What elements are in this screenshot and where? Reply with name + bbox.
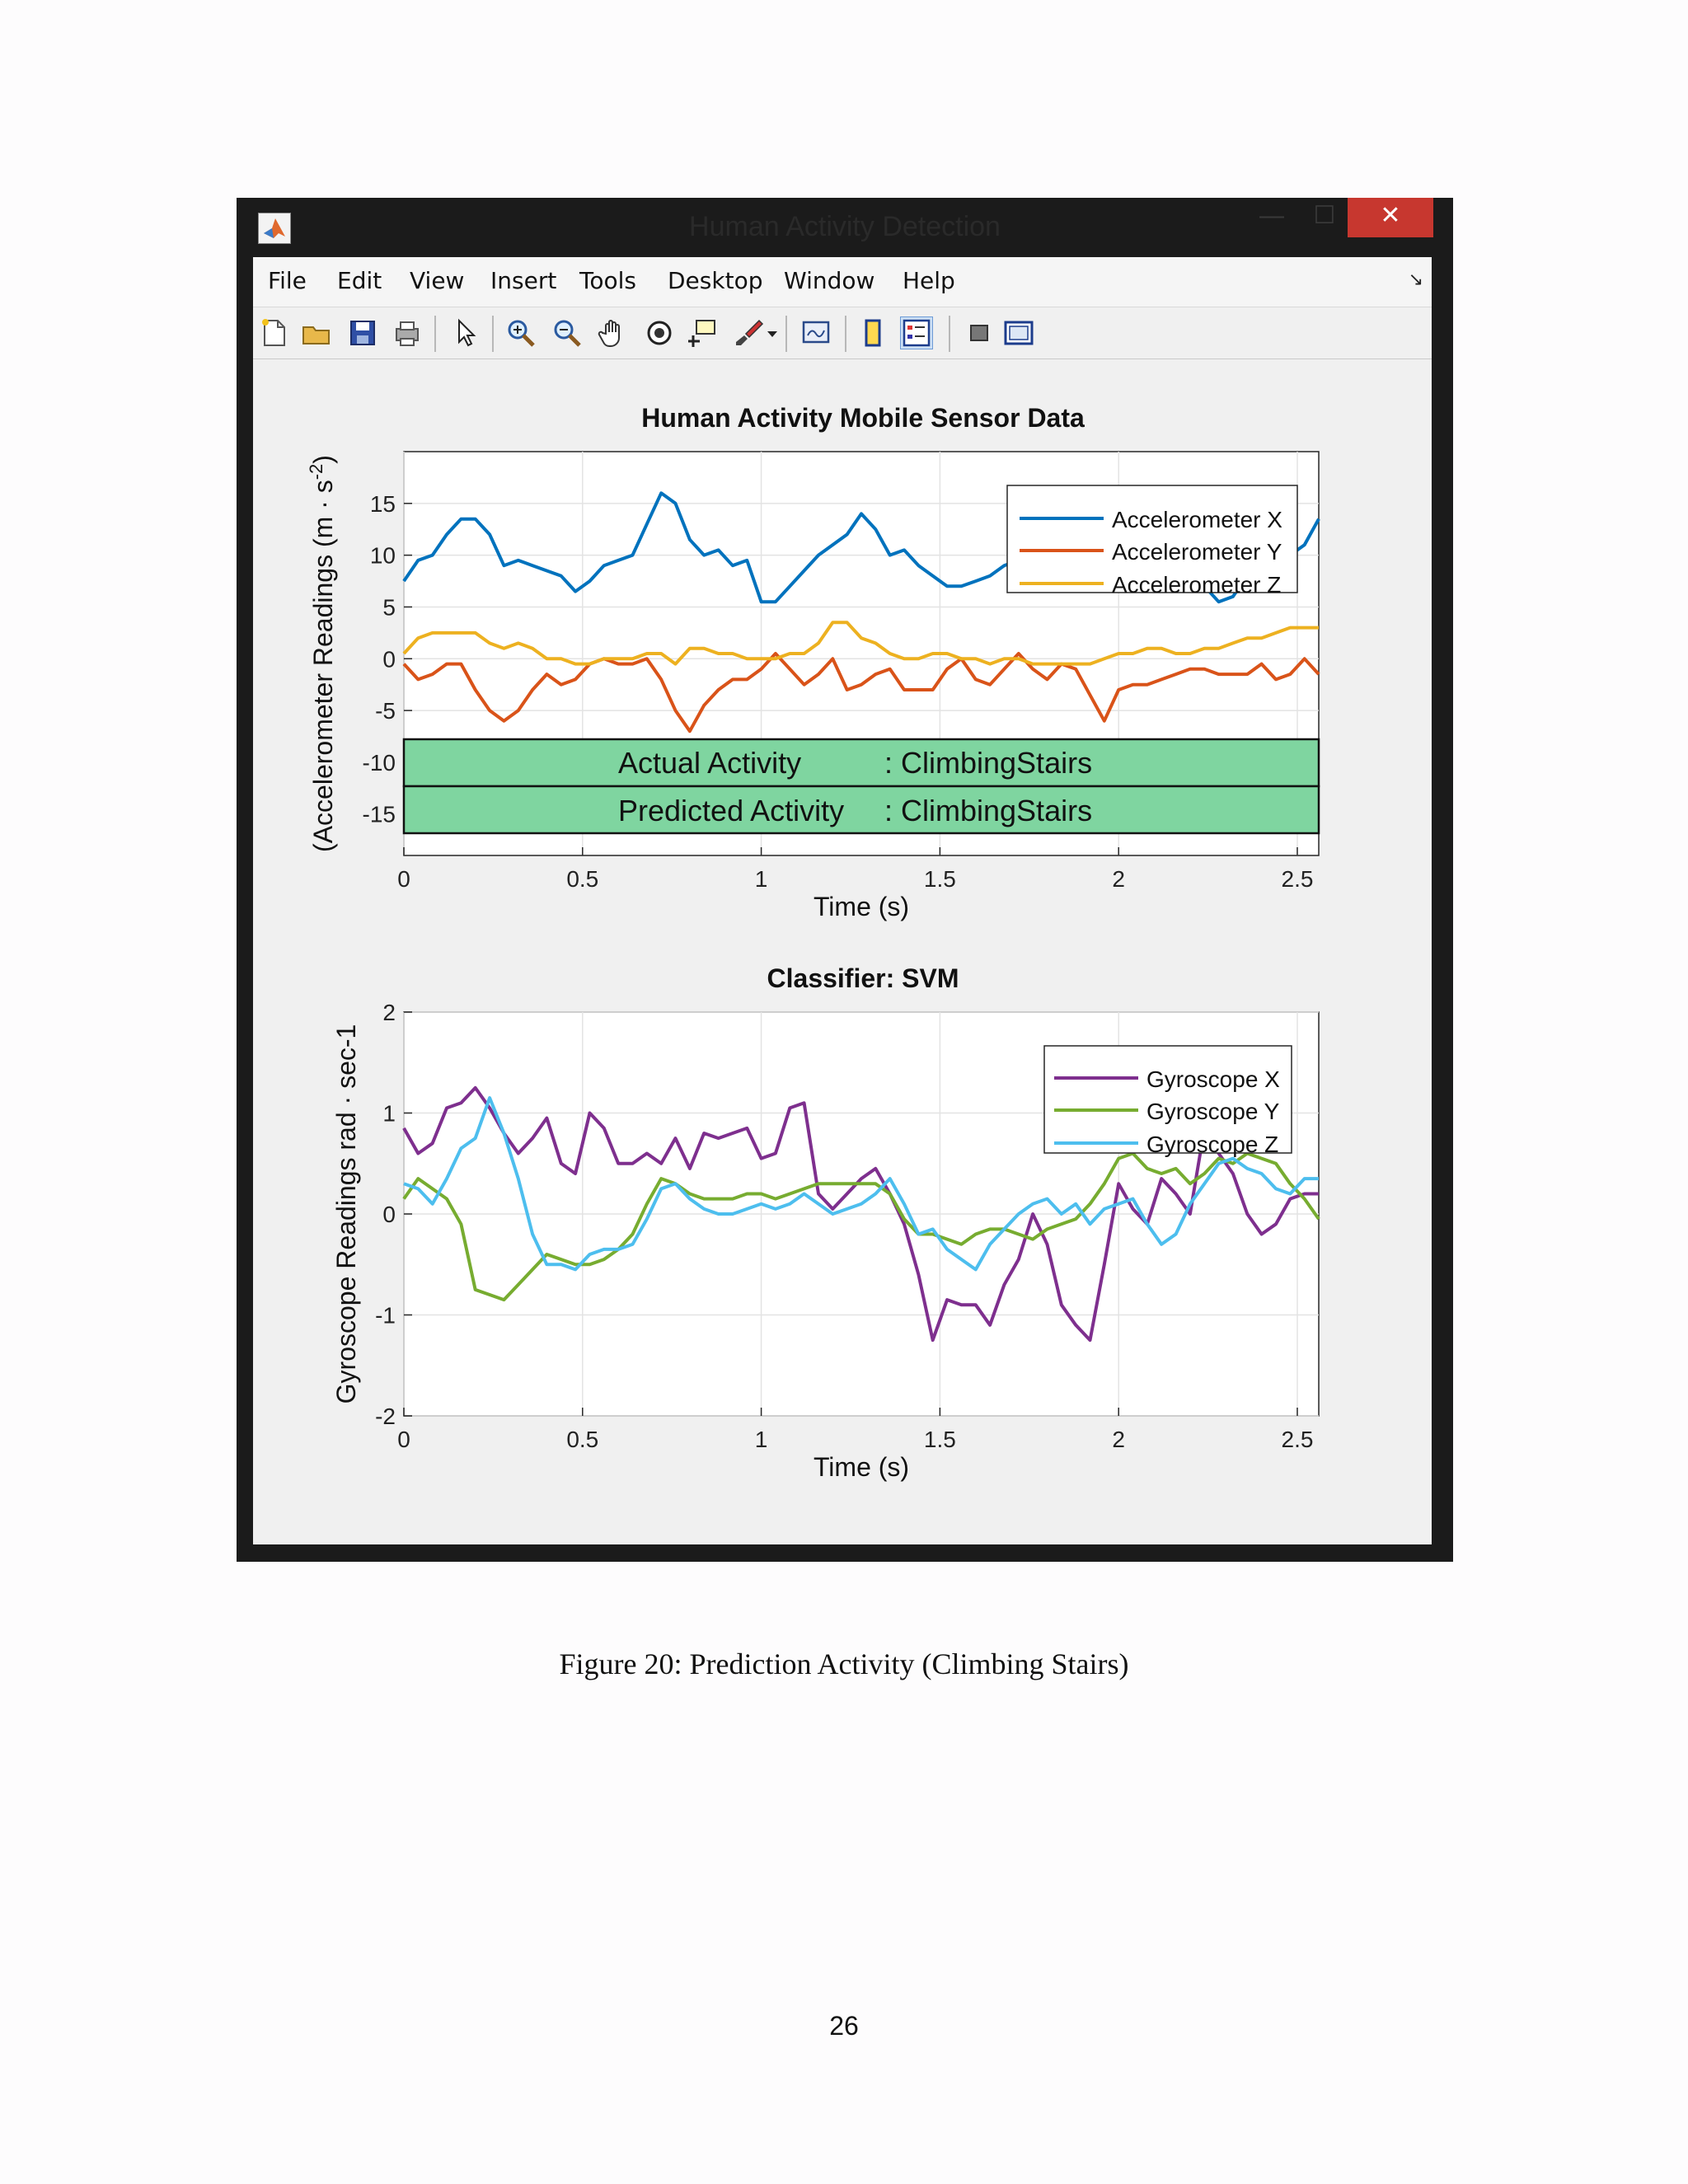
new-figure-icon[interactable]: [258, 317, 289, 349]
x-tick-label: 0.5: [566, 1427, 599, 1452]
legend[interactable]: [1007, 485, 1297, 598]
close-button[interactable]: ✕: [1348, 198, 1433, 237]
y-tick-label: 0: [382, 1202, 396, 1227]
maximize-button[interactable]: ☐: [1313, 202, 1336, 229]
window-title: Human Activity Detection: [689, 211, 1001, 242]
actual-activity-value: : ClimbingStairs: [884, 746, 1093, 780]
menu-edit[interactable]: Edit: [337, 267, 382, 294]
toolbar-separator: [492, 316, 494, 352]
legend[interactable]: [1044, 1046, 1292, 1157]
figure-plot-svg: [253, 359, 1432, 1544]
y-tick-label: -5: [375, 698, 396, 724]
x-tick-label: 0: [397, 866, 410, 892]
y-tick-label: 5: [382, 594, 396, 621]
dock-figure-icon[interactable]: ↘: [1408, 269, 1423, 289]
y-tick-label: 0: [382, 646, 396, 673]
x-tick-label: 2: [1112, 866, 1125, 892]
gyroscope-axes[interactable]: [331, 963, 1319, 1482]
legend-label-accel-z: Accelerometer Z: [1112, 572, 1282, 598]
y-tick-label: -15: [362, 801, 396, 827]
menu-file[interactable]: File: [268, 267, 307, 294]
y-tick-label: 2: [382, 1000, 396, 1025]
hide-plot-tools-icon[interactable]: [964, 317, 995, 349]
save-icon[interactable]: [347, 317, 378, 349]
figure-caption: Figure 20: Prediction Activity (Climbing Stairs): [559, 1647, 1129, 1680]
colorbar-icon[interactable]: [858, 317, 889, 349]
menu-insert[interactable]: Insert: [490, 267, 557, 294]
x-tick-label: 2.5: [1281, 866, 1314, 892]
figure-toolbar: [253, 307, 1432, 359]
figure-client-area: [253, 257, 1432, 1544]
menu-bar: [253, 257, 1432, 307]
predicted-activity-value: : ClimbingStairs: [884, 794, 1093, 827]
y-tick-label: 15: [369, 490, 396, 517]
link-plot-icon[interactable]: [800, 317, 832, 349]
y-tick-label: -10: [362, 749, 396, 776]
legend-label-gyro-z: Gyroscope Z: [1146, 1132, 1279, 1157]
minimize-button[interactable]: —: [1259, 202, 1284, 229]
legend-icon[interactable]: [901, 317, 932, 349]
open-file-icon[interactable]: [301, 317, 332, 349]
toolbar-separator: [434, 316, 436, 352]
chart-title: Human Activity Mobile Sensor Data: [641, 403, 1085, 433]
window-titlebar[interactable]: [237, 198, 1453, 257]
print-icon[interactable]: [392, 317, 423, 349]
menu-window[interactable]: Window: [784, 267, 875, 294]
y-tick-label: 1: [382, 1100, 396, 1127]
legend-label-gyro-x: Gyroscope X: [1146, 1066, 1280, 1092]
legend-label-gyro-y: Gyroscope Y: [1146, 1099, 1280, 1124]
x-tick-label: 0: [397, 1427, 410, 1452]
y-tick-label: 10: [369, 542, 396, 569]
page-number: 26: [829, 2011, 859, 2041]
show-plot-tools-icon[interactable]: [1003, 317, 1034, 349]
toolbar-separator: [949, 316, 950, 352]
x-tick-label: 2.5: [1281, 1427, 1314, 1452]
data-cursor-icon[interactable]: [688, 317, 720, 349]
x-tick-label: 1: [754, 1427, 768, 1452]
actual-activity-box: [404, 739, 1319, 786]
predicted-activity-label: Predicted Activity: [618, 794, 845, 827]
toolbar-separator: [785, 316, 787, 352]
menu-tools[interactable]: Tools: [579, 267, 636, 294]
predicted-activity-box: [404, 786, 1319, 833]
pan-hand-icon[interactable]: [598, 317, 629, 349]
activity-annotation: [404, 739, 1319, 833]
brush-dropdown-icon[interactable]: [764, 317, 781, 349]
actual-activity-label: Actual Activity: [618, 746, 802, 780]
x-tick-label: 1.5: [923, 1427, 956, 1452]
y-tick-label: -2: [375, 1404, 396, 1429]
y-tick-label: -1: [375, 1302, 396, 1329]
x-tick-label: 1.5: [923, 866, 956, 892]
pointer-icon[interactable]: [449, 317, 481, 349]
menu-desktop[interactable]: Desktop: [668, 267, 763, 294]
matlab-figure-window: [237, 198, 1453, 1562]
y-axis-label: Gyroscope Readings rad · sec-1: [331, 1024, 361, 1404]
x-tick-label: 1: [754, 866, 768, 892]
y-axis-label: (Accelerometer Readings $(m \cdot s^{-2})$: [306, 455, 338, 852]
figure-canvas: [253, 359, 1432, 1544]
menu-view[interactable]: View: [410, 267, 465, 294]
x-axis-label: Time (s): [813, 892, 910, 921]
x-tick-label: 0.5: [566, 866, 599, 892]
toolbar-separator: [845, 316, 846, 352]
legend-label-accel-y: Accelerometer Y: [1112, 539, 1282, 565]
zoom-out-icon[interactable]: [551, 317, 583, 349]
accelerometer-axes[interactable]: [306, 403, 1319, 921]
menu-help[interactable]: Help: [903, 267, 955, 294]
legend-label-accel-x: Accelerometer X: [1112, 507, 1282, 532]
classifier-title: Classifier: SVM: [767, 963, 959, 993]
brush-icon[interactable]: [734, 317, 766, 349]
rotate-3d-icon[interactable]: [644, 317, 675, 349]
zoom-in-icon[interactable]: [505, 317, 537, 349]
x-tick-label: 2: [1112, 1427, 1125, 1452]
x-axis-label: Time (s): [813, 1452, 910, 1482]
